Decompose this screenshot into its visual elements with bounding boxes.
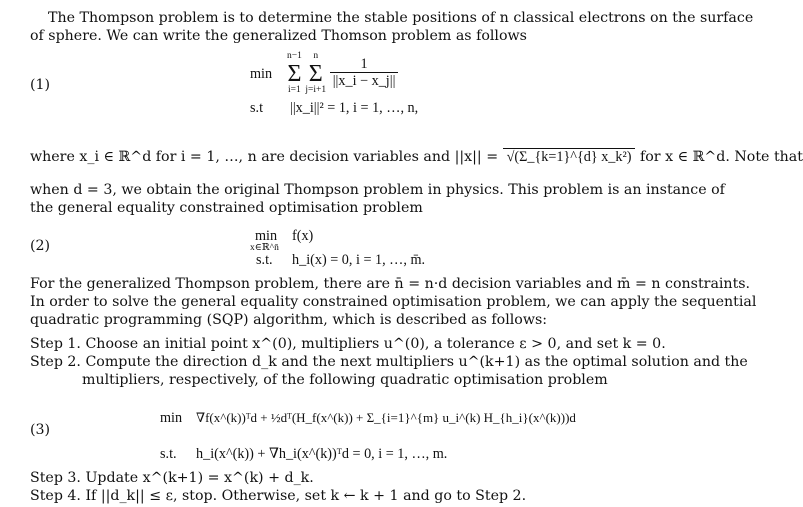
eq1-sum-i-top: n−1 xyxy=(287,51,302,61)
eq1-numerator: 1 xyxy=(330,57,399,74)
step-2-line-2: multipliers, respectively, of the following quadratic optimisation problem xyxy=(82,372,608,388)
eq1-sum-i xyxy=(287,52,302,95)
eq2-objective: f(x) xyxy=(292,228,314,244)
para2-line-2: when d = 3, we obtain the original Thompson problem in physics. This problem is an instance of xyxy=(30,182,725,198)
eq3-constraint: h_i(x^(k)) + ∇h_i(x^(k))ᵀd = 0, i = 1, …, m. xyxy=(196,446,448,462)
sigma-symbol: Σ xyxy=(308,60,323,87)
eq1-constraint: ||x_i||² = 1, i = 1, …, n, xyxy=(290,100,419,116)
eq3-label: (3) xyxy=(30,422,51,438)
eq2-under-min: x∈ℝ^n̄ xyxy=(250,243,279,253)
sigma-symbol: Σ xyxy=(287,60,302,87)
eq1-fraction xyxy=(330,57,399,91)
eq2-label: (2) xyxy=(30,238,51,254)
intro-line-1: The Thompson problem is to determine the stable positions of n classical electrons on the surface xyxy=(48,10,754,26)
para3-line-3: quadratic programming (SQP) algorithm, which is described as follows: xyxy=(30,312,548,328)
eq3-st-label: s.t. xyxy=(160,446,177,462)
eq1-sum-j-bottom: j=i+1 xyxy=(305,84,327,95)
eq3-objective: ∇f(x^(k))ᵀd + ½dᵀ(H_f(x^(k)) + Σ_{i=1}^{m} u_i^(k) H_{h_i}(x^(k)))d xyxy=(196,410,576,425)
para2-line-3: the general equality constrained optimisation problem xyxy=(30,200,423,216)
norm-definition: √(Σ_{k=1}^{d} x_k²) xyxy=(503,148,636,166)
eq1-sum-i-bottom: i=1 xyxy=(288,84,301,95)
eq2-min-label: min xyxy=(255,228,278,244)
step-4: Step 4. If ||d_k|| ≤ ε, stop. Otherwise, set k ← k + 1 and go to Step 2. xyxy=(30,488,527,504)
intro-line-2: of sphere. We can write the generalized Thomson problem as follows xyxy=(30,28,527,44)
eq1-st-label: s.t xyxy=(250,100,264,116)
eq2-constraint: h_i(x) = 0, i = 1, …, m̄. xyxy=(292,252,426,268)
para3-line-1: For the generalized Thompson problem, there are n̄ = n·d decision variables and m̄ = n constraints. xyxy=(30,276,751,292)
para2-where-line xyxy=(30,148,803,166)
para2-after-norm: for x ∈ ℝ^d. Note that xyxy=(640,149,803,165)
para3-line-2: In order to solve the general equality constrained optimisation problem, we can apply the sequential xyxy=(30,294,757,310)
eq1-denominator: ||x_i − x_j|| xyxy=(332,73,396,90)
eq1-label: (1) xyxy=(30,77,51,93)
eq1-objective xyxy=(287,52,398,95)
eq1-min-label: min xyxy=(250,66,273,82)
para2-where-text: where x_i ∈ ℝ^d for i = 1, …, n are decision variables and ||x|| = xyxy=(30,149,499,165)
eq1-sum-j-top: n xyxy=(313,51,319,61)
step-3: Step 3. Update x^(k+1) = x^(k) + d_k. xyxy=(30,470,314,486)
step-1: Step 1. Choose an initial point x^(0), multipliers u^(0), a tolerance ε > 0, and set k = 0. xyxy=(30,336,666,352)
eq3-min-label: min xyxy=(160,410,183,426)
step-2-line-1: Step 2. Compute the direction d_k and the next multipliers u^(k+1) as the optimal solution and the xyxy=(30,354,748,370)
eq1-sum-j xyxy=(305,52,326,95)
eq2-st-label: s.t. xyxy=(256,252,273,268)
